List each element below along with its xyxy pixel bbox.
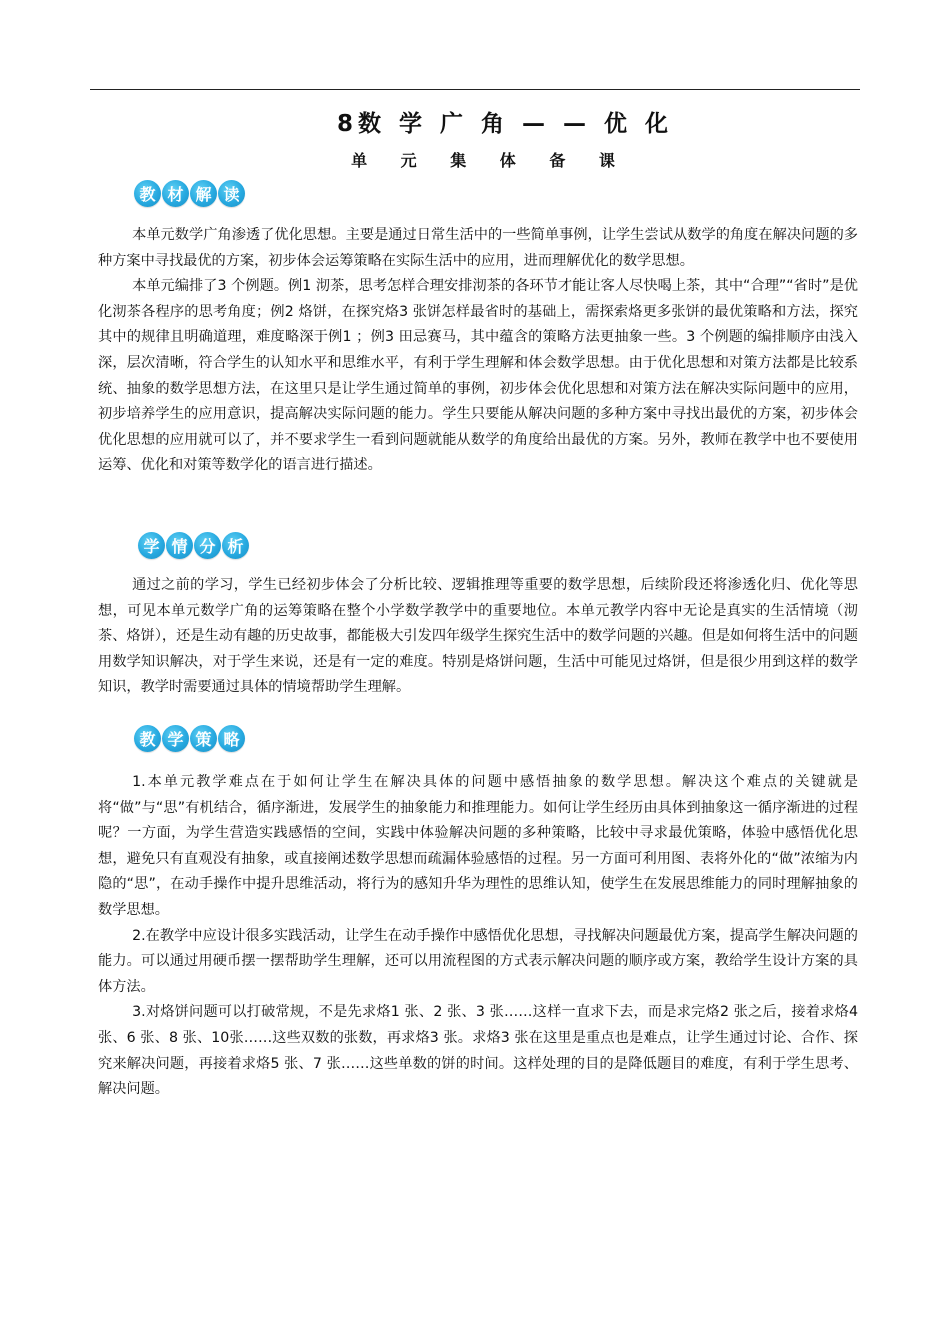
paragraph: 2.在教学中应设计很多实践活动，让学生在动手操作中感悟优化思想，寻找解决问题最优方案，提高学生解决问题的能力。可以通过用硬币摆一摆帮助学生理解，还可以用流程图的方式表示解决问题的顺序或方案，教给学生设计方案的具体方法。 <box>98 927 858 995</box>
page-subtitle: 单 元 集 体 备 课 <box>351 151 629 170</box>
badge-char: 学 <box>162 725 189 752</box>
paragraph: 1.本单元教学难点在于如何让学生在解决具体的问题中感悟抽象的数学思想。解决这个难点的关键就是将“做”与“思”有机结合，循序渐进，发展学生的抽象能力和推理能力。如何让学生经历由具体到抽象这一循序渐进的过程呢？一方面，为学生营造实践感悟的空间，实践中体验解决问题的多种策略，比较中寻求最优策略，体验中感悟优化思想，避免只有直观没有抽象，或直接阐述数学思想而疏漏体验感悟的过程。另一方面可利用图、表将外化的“做”浓缩为内隐的“思”，在动手操作中提升思维活动，将行为的感知升华为理性的思维认知，使学生在发展思维能力的同时理解抽象的数学思想。 <box>98 774 858 918</box>
badge-char: 分 <box>194 532 221 559</box>
header-rule <box>90 89 860 90</box>
section-badge-teaching-strategy <box>134 725 245 752</box>
page-title: 8数 学 广 角 — — 优 化 <box>336 111 674 137</box>
badge-char: 策 <box>190 725 217 752</box>
paragraph: 3.对烙饼问题可以打破常规，不是先求烙1 张、2 张、3 张……这样一直求下去，而是求完烙2 张之后，接着求烙4 张、6 张、8 张、10张……这些双数的张数，再求烙3 张。求烙3 张在这里是重点也是难点，让学生通过讨论、合作、探究来解决问题，再接着求烙5 张、7 张……这些单数的饼的时间。这样处理的目的是降低题目的难度，有利于学生思考、解决问题。 <box>98 1004 858 1098</box>
section-badge-textbook-analysis <box>134 180 245 207</box>
badge-char: 学 <box>138 532 165 559</box>
badge-char: 教 <box>134 180 161 207</box>
badge-char: 情 <box>166 532 193 559</box>
section-student-analysis <box>98 573 858 701</box>
badge-char: 析 <box>222 532 249 559</box>
section-textbook-analysis <box>98 223 858 479</box>
paragraph: 本单元数学广角渗透了优化思想。主要是通过日常生活中的一些简单事例，让学生尝试从数学的角度在解决问题的多种方案中寻找最优的方案，初步体会运筹策略在实际生活中的应用，进而理解优化的数学思想。 <box>98 227 858 269</box>
badge-char: 解 <box>190 180 217 207</box>
badge-char: 材 <box>162 180 189 207</box>
badge-char: 略 <box>218 725 245 752</box>
section-badge-student-analysis <box>138 532 249 559</box>
paragraph: 本单元编排了3 个例题。例1 沏茶，思考怎样合理安排沏茶的各环节才能让客人尽快喝上茶，其中“合理”“省时”是优化沏茶各程序的思考角度；例2 烙饼，在探究烙3 张饼怎样最省时的基础上，需探索烙更多张饼的最优策略和方法，探究其中的规律且明确道理，难度略深于例1 ；例3 田忌赛马，其中蕴含的策略方法更抽象一些。3 个例题的编排顺序由浅入深，层次清晰，符合学生的认知水平和思维水平，有利于学生理解和体会数学思想。由于优化思想和对策方法都是比较系统、抽象的数学思想方法，在这里只是让学生通过简单的事例，初步体会优化思想和对策方法在解决实际问题中的应用，初步培养学生的应用意识，提高解决实际问题的能力。学生只要能从解决问题的多种方案中寻找出最优的方案，初步体会优化思想的应用就可以了，并不要求学生一看到问题就能从数学的角度给出最优的方案。另外，教师在教学中也不要使用运筹、优化和对策等数学化的语言进行描述。 <box>98 278 858 474</box>
paragraph: 通过之前的学习，学生已经初步体会了分析比较、逻辑推理等重要的数学思想，后续阶段还将渗透化归、优化等思想，可见本单元数学广角的运筹策略在整个小学数学教学中的重要地位。本单元教学内容中无论是真实的生活情境（沏茶、烙饼），还是生动有趣的历史故事，都能极大引发四年级学生探究生活中的数学问题的兴趣。但是如何将生活中的问题用数学知识解决，对于学生来说，还是有一定的难度。特别是烙饼问题，生活中可能见过烙饼，但是很少用到这样的数学知识，教学时需要通过具体的情境帮助学生理解。 <box>98 577 858 696</box>
badge-char: 教 <box>134 725 161 752</box>
badge-char: 读 <box>218 180 245 207</box>
section-teaching-strategy <box>98 770 858 1103</box>
